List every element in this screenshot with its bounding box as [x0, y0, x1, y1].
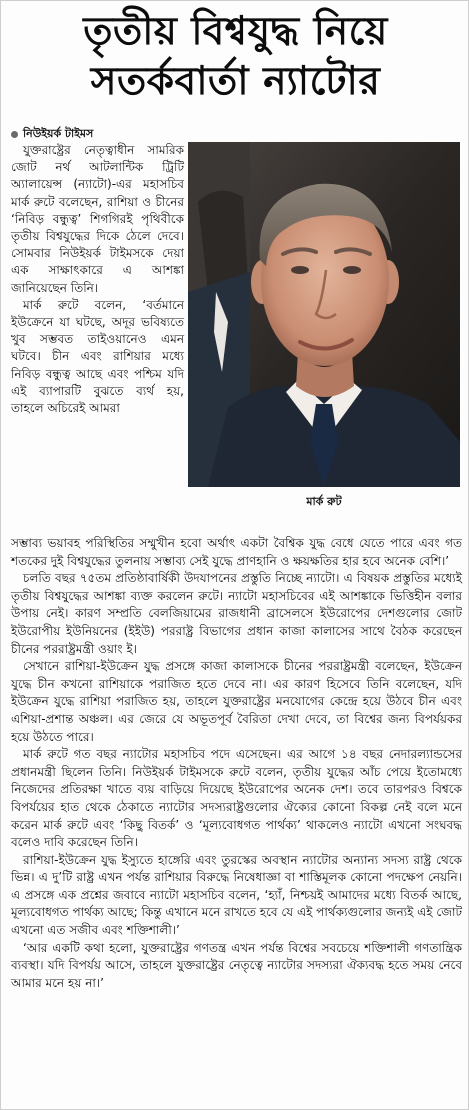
photo-caption: মার্ক রুট	[306, 495, 342, 508]
article-paragraph: সেখানে রাশিয়া-ইউক্রেন যুদ্ধ প্রসঙ্গে কাজা কালাসকে চীনের পররাষ্ট্রমন্ত্রী বলেছেন, ইউক্রেন যুদ্ধে চীন কখনো রাশিয়াকে পরাজিত হতে দেবে না। এর কারণ হিসেবে তিনি বলেছেন, যদি ইউক্রেন যুদ্ধে রাশিয়া পরাজিত হয়, তাহলে যুক্তরাষ্ট্রের মনযোগের কেন্দ্রে হয়ে উঠবে চীন এবং এশিয়া-প্রশান্ত অঞ্চল। এর জেরে যে অভূতপূর্ব বৈরিতা দেখা দেবে, তা বিশ্বের জন্য বিপর্যয়কর হয়ে উঠতে পারে।	[11, 659, 462, 744]
article-paragraph: ‘আর একটি কথা হলো, যুক্তরাষ্ট্রের গণতন্ত্র এখন পর্যন্ত বিশ্বের সবচেয়ে শক্তিশালী গণতান্ত্রিক ব্যবস্থা। যদি বিপর্যয় আসে, তাহলে যুক্তরাষ্ট্রের নেতৃত্বে ন্যাটোর সদস্যরা ঐক্যবদ্ধ হতে সময় নেবে আমার মনে হয় না।’	[11, 940, 462, 990]
article-left-column	[11, 142, 184, 417]
article-paragraph: সম্ভাব্য ভয়াবহ পরিস্থিতির সম্মুখীন হবো অর্থাৎ একটা বৈশ্বিক যুদ্ধ বেধে যেতে পারে এবং গত শতকের দুই বিশ্বযুদ্ধের তুলনায় সম্ভাব্য সেই যুদ্ধে প্রাণহানি ও ক্ষয়ক্ষতির হার হবে অনেক বেশি।’	[11, 536, 462, 568]
article-paragraph: মার্ক রুটে বলেন, ‘বর্তমানে ইউক্রেনে যা ঘটছে, অদূর ভবিষ্যতে খুব সম্ভবত তাইওয়ানেও এমন ঘটবে। চীন এবং রাশিয়ার মধ্যে নিবিড় বন্ধুত্ব আছে এবং পশ্চিম যদি এই ব্যাপারটি বুঝতে ব্যর্থ হয়, তাহলে অচিরেই আমরা	[11, 297, 184, 416]
portrait-photo	[188, 142, 460, 487]
article-paragraph: যুক্তরাষ্ট্রের নেতৃত্বাধীন সামরিক জোট নর্থ আটলান্টিক ট্রিটি অ্যালায়েন্স (ন্যাটো)-এর মহাসচিব মার্ক রুটে বলেছেন, রাশিয়া ও চীনের ‘নিবিড় বন্ধুত্ব’ শিগগিরই পৃথিবীকে তৃতীয় বিশ্বযুদ্ধের দিকে ঠেলে দেবে। সোমবার নিউইয়র্ক টাইমসকে দেয়া এক সাক্ষাৎকারে এ আশঙ্কা জানিয়েছেন তিনি।	[11, 143, 184, 295]
portrait-illustration	[188, 142, 460, 487]
article-wide-column	[11, 535, 462, 992]
article-paragraph: রাশিয়া-ইউক্রেন যুদ্ধ ইস্যুতে হাঙ্গেরি এবং তুরস্কের অবস্থান ন্যাটোর অন্যান্য সদস্য রাষ্ট্র থেকে ভিন্ন। এ দু’টি রাষ্ট্র এখন পর্যন্ত রাশিয়ার বিরুদ্ধে নিষেধাজ্ঞা বা শাস্তিমূলক কোনো পদক্ষেপ নেয়নি। এ প্রসঙ্গে এক প্রশ্নের জবাবে ন্যাটো মহাসচিব বলেন, ‘হ্যাঁ, নিশ্চয়ই আমাদের মধ্যে বিতর্ক আছে, মূল্যবোধগত পার্থক্য আছে; কিন্তু এখানে মনে রাখতে হবে যে এই পার্থক্যগুলোর জন্যই এই জোট এখনো এত সজীব এবং শক্তিশালী।’	[11, 852, 462, 938]
bullet-icon	[11, 131, 18, 138]
article-paragraph: চলতি বছর ৭৫তম প্রতিষ্ঠাবার্ষিকী উদযাপনের প্রস্তুতি নিচ্ছে ন্যাটো। এ বিষয়ক প্রস্তুতির মধ্যেই তৃতীয় বিশ্বযুদ্ধের আশঙ্কা ব্যক্ত করলেন রুটে। ন্যাটো মহাসচিবের এই আশঙ্কাকে ভিত্তিহীন বলার উপায় নেই। কারণ সম্প্রতি বেলজিয়ামের রাজধানী ব্রাসেলসে ইউরোপের দেশগুলোর জোট ইউরোপীয় ইউনিয়নের (ইইউ) পররাষ্ট্র বিভাগের প্রধান কাজা কালাসের সাথে বৈঠক করেছেন চীনের পররাষ্ট্রমন্ত্রী ওয়াং ই।	[11, 571, 462, 656]
byline-source: নিউইয়র্ক টাইমস	[23, 127, 94, 140]
headline	[9, 7, 462, 107]
headline-line-2: সতর্কবার্তা ন্যাটোর	[90, 59, 381, 104]
headline-line-1: তৃতীয় বিশ্বযুদ্ধ নিয়ে	[83, 9, 388, 54]
article-paragraph: মার্ক রুটে গত বছর ন্যাটোর মহাসচিব পদে এসেছেন। এর আগে ১৪ বছর নেদারল্যান্ডসের প্রধানমন্ত্রী ছিলেন তিনি। নিউইয়র্ক টাইমসকে রুটে বলেন, তৃতীয় যুদ্ধের আঁচ পেয়ে ইতোমধ্যে নিজেদের প্রতিরক্ষা খাতে ব্যয় বাড়িয়ে দিয়েছে ইউরোপের অনেক দেশ। তবে তারপরও বিশ্বকে বিপর্যয়ের হাত থেকে ঠেকাতে ন্যাটোর সদস্যরাষ্ট্রগুলোর ঐক্যের কোনো বিকল্প নেই বলে মনে করেন মার্ক রুটে এবং ‘কিছু বিতর্ক’ ও ‘মূল্যবোধগত পার্থক্য’ থাকলেও ন্যাটো এখনো সংঘবদ্ধ বলেও দাবি করেছেন তিনি।	[11, 747, 462, 850]
